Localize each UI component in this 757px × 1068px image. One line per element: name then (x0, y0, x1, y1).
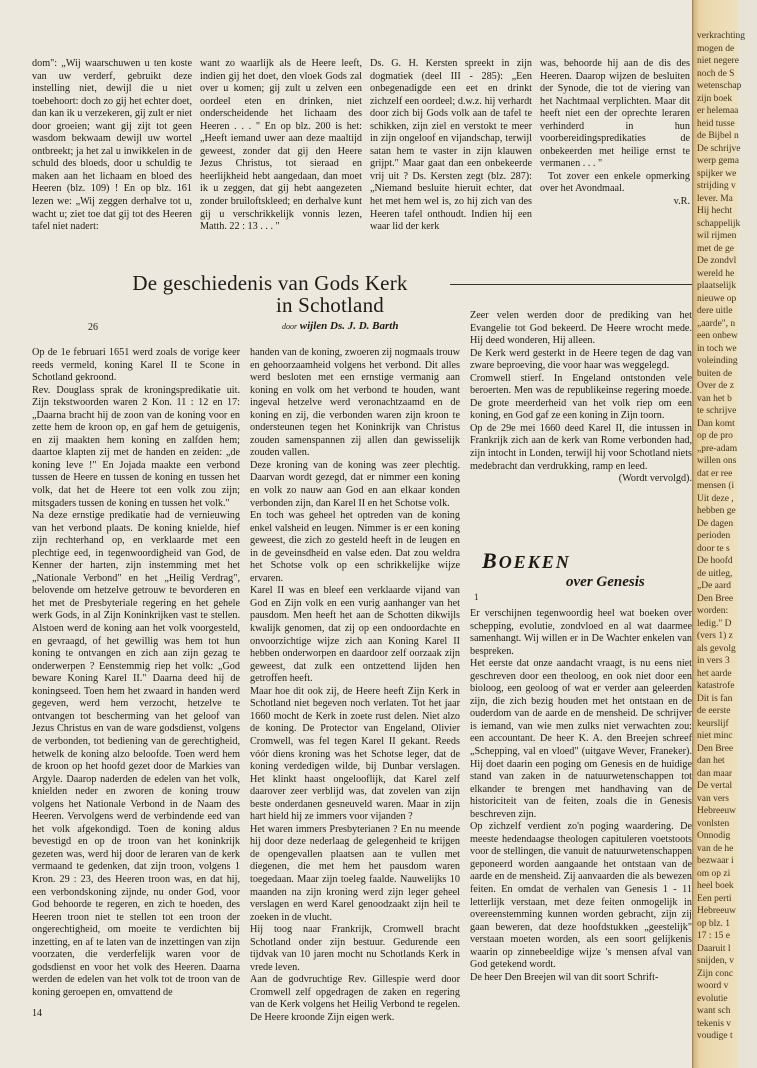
facing-page-line: plaatselijk (697, 281, 737, 291)
article-paragraph: Deze kroning van de koning was zeer plechtig. Daarvan wordt gezegd, dat er nimmer een koning en volk zo nauw aan God en aan elkaar konden verbonden zijn, dan Karel II en het Schotse volk. (250, 459, 460, 509)
facing-page-line: De zondvl (697, 256, 737, 266)
facing-page-line: dan het (697, 756, 725, 766)
article-column-2 (250, 347, 460, 1025)
facing-page-line: worden: (697, 606, 729, 616)
facing-page-line: 17 : 15 e (697, 931, 730, 941)
facing-page-line: (vers 1) z (697, 631, 733, 641)
facing-page-line: vonlsten (697, 818, 730, 829)
books-column (470, 608, 692, 984)
facing-page-line: Uit deze , (697, 493, 734, 504)
article-paragraph: Rev. Douglass sprak de kroningspredikatie uit. Zijn tekstwoorden waren 2 Kon. 11 : 12 en 17: „Daarna bracht hij de zoon van de koning voor en zette hem de kroon op, en gaf hem de getuigenis, en zij maakten hem koning en zalfden hem; daartoe klapten zij met de handen en zeiden: „de koning leve !" En Jojada maakte een verbond tussen de Heere en tussen de koning en tussen het volk, dat het de Heere tot een volk zou zijn; mitsgaders tussen de koning en tussen het volk." (32, 384, 240, 509)
facing-page-line: spijker we (697, 168, 737, 179)
top-col3-paragraph: Ds. G. H. Kersten spreekt in zijn dogmatiek (deel III - 285): „Een onbegenadigde een eet en drinkt zichzelf een oordeel; d.w.z. hij verhardt door zich bij Gods volk aan de tafel te schikken, zijn ziel en verstokt te meer in zijn ongeloof en vijandschap, terwijl satan hem te vaster in zijn klauwen grijpt." Maar gaat dan een onbekeerde vrij uit ? Ds. Kersten zegt (blz. 287): „Niemand besluite hieruit echter, dat het met hem wel is, zo hij zich van des Heeren tafel onthoudt. Indien hij een waar lid der kerk (370, 58, 532, 233)
article-title-line-1: De geschiedenis van Gods Kerk (132, 271, 408, 295)
facing-page-line: de uitleg, (697, 568, 733, 579)
article-paragraph: Aan de godvruchtige Rev. Gillespie werd door Cromwell zelf opgedragen de zaken en regering van de Kerk volgens het Heilig Verbond te regelen. De Heere kroonde Zijn eigen werk. (250, 974, 460, 1023)
facing-page-line: op de pro (697, 431, 733, 441)
facing-page-line: De dagen (697, 518, 734, 529)
facing-page-line: met de ge (697, 243, 734, 254)
facing-page-line: heid tusse (697, 118, 735, 129)
facing-page-line: Onnodig (697, 831, 731, 841)
facing-page-line: het aarde (697, 668, 732, 679)
facing-page-line: als gevolg (697, 643, 736, 654)
facing-page-line: „aarde", n (697, 318, 736, 329)
facing-page-line: strijding v (697, 181, 736, 191)
facing-page-line: dan maar (697, 768, 733, 779)
article-paragraph: Karel II was en bleef een verklaarde vijand van God en Zijn volk en een vurig aanhanger van het pausdom. Men heeft het aan de Schotten dikwijls kwalijk genomen, dat zij op een ondoordachte en onvoorzichtige wijze zich aan Koning Karel II hebben onderworpen en daardoor zelf oorzaak zijn geweest, dat zulk een ontzettend lijden hen getroffen heeft. (250, 585, 460, 685)
facing-page-line: Hebreeuw (697, 806, 737, 816)
facing-page-line: mogen de (697, 43, 735, 54)
facing-page-line: van het b (697, 393, 732, 404)
facing-page-line: lever. Ma (697, 193, 733, 204)
facing-page-line: „pre-adam (697, 443, 738, 454)
facing-page-line: verkrachting (697, 31, 746, 41)
facing-page-line: Dan komt (697, 418, 735, 429)
facing-page-line: Daaruit l (697, 943, 731, 954)
facing-page-line: keurslijf (697, 718, 729, 729)
article-paragraph: De Kerk werd gesterkt in de Heere tegen de dag van zware beproeving, die voor haar was weggelegd. (470, 347, 692, 372)
facing-page-line: Zijn conc (697, 968, 734, 979)
facing-page-line: wil rijmen (697, 231, 737, 241)
facing-page-line: Den Bree (697, 593, 734, 604)
top-column-4 (540, 58, 690, 209)
facing-page-line: om op zi (697, 868, 731, 879)
facing-page-line: tekenis v (697, 1018, 732, 1029)
article-title (100, 272, 440, 316)
books-paragraph: De heer Den Breejen wil van dit soort Schrift- (470, 971, 659, 983)
facing-page-line: voudige t (697, 1031, 733, 1041)
article-column-1 (32, 347, 240, 999)
facing-page-line: door te s (697, 543, 730, 554)
article-paragraph: Op de 29e mei 1660 deed Karel II, die intussen in Frankrijk zich aan de kerk van Rome verbonden had, zijn intocht in Londen, terwijl hij voor Schotland niets medebracht dan verdrukking, ramp en leed. (470, 422, 692, 472)
facing-page-line: te schrijve (697, 406, 737, 416)
title-rule (450, 284, 692, 285)
facing-page-line: niet minc (697, 731, 733, 741)
books-paragraph: Er verschijnen tegenwoordig heel wat boeken over schepping, evolutie, zondvloed en al wat daarmee samenhangt. Wij willen er in De Wachter enkelen van bespreken. (470, 608, 692, 657)
facing-page-line: wereld he (697, 268, 735, 279)
books-paragraph: Het eerste dat onze aandacht vraagt, is nu eens niet geschreven door een theoloog, en ook niet door een bioloog, een geoloog of wat er verder aan geleerden zijn, die zich bezig houden met het ontstaan en de ouderdom van de aarde en de mensheid. De schrijver is iemand, van wie men zulks niet verwachten zou: een accountant. De heer K. A. den Breejen schreef „Schepping, val en vloed" (uitgave Wever, Franeker). Hij doet daarin een poging om Genesis en de huidige stand van zaken in de natuurwetenschappen tot elkander te brengen met handhaving van de historiciteit van de feiten, zoals die in Genesis beschreven zijn. (470, 658, 692, 820)
facing-page-line: mensen (i (697, 481, 735, 491)
books-heading (482, 548, 571, 574)
top-column-2 (200, 58, 362, 234)
article-paragraph: Zeer velen werden door de prediking van het Evangelie tot God bekeerd. De Heere wrocht mede. Hij deed wonderen, Hij alleen. (470, 310, 692, 347)
facing-page-line: niet negere (697, 56, 739, 66)
byline-prefix: door (282, 322, 298, 331)
series-number: 26 (88, 322, 98, 333)
facing-page-line: Een perti (697, 893, 732, 904)
article-paragraph: En toch was geheel het optreden van de koning enkel valsheid en leugen. Nimmer is er een koning geweest, die zich zo gesteld heeft in de leugen en in de geveinsdheid en valse eden. Dat zou weldra het Schotse volk op een schrikkelijke wijze ervaren. (250, 510, 460, 584)
facing-page-text (697, 30, 757, 1043)
facing-page-line: van de he (697, 843, 734, 854)
facing-page-line: Dit is fan (697, 693, 733, 704)
facing-page-line: er helemaa (697, 106, 739, 116)
article-title-line-2: in Schotland (276, 293, 384, 317)
facing-page-line: hebben ge (697, 506, 736, 516)
facing-page-line: dat er ree (697, 468, 733, 479)
books-subheading: over Genesis (566, 574, 645, 590)
top-column-1 (32, 58, 192, 234)
page-number: 14 (32, 1008, 42, 1019)
signature: v.R. (673, 196, 690, 208)
byline (282, 320, 398, 332)
facing-page-line: want sch (697, 1006, 731, 1016)
facing-page-line: nieuwe op (697, 293, 737, 304)
facing-page-line: bezwaar i (697, 856, 734, 866)
facing-page-line: De hoofd (697, 556, 733, 566)
facing-page-line: willen ons (697, 456, 737, 466)
facing-page-line: voleinding (697, 356, 738, 366)
facing-page-line: woord v (697, 981, 729, 991)
byline-author: wijlen Ds. J. D. Barth (299, 320, 399, 332)
continued-note: (Wordt vervolgd). (618, 473, 692, 485)
facing-page-line: zijn boek (697, 93, 733, 104)
facing-page-line: buiten de (697, 368, 733, 379)
facing-page-line: De schrijve (697, 143, 741, 154)
top-col2-paragraph: want zo waarlijk als de Heere leeft, indien gij het doet, den vloek Gods zal over u komen; gij zult u zelven een oordeel eten en drinken, niet onderscheidende het lichaam des Heeren . . . " En op blz. 200 is het: „Heeft iemand uwer aan deze maaltijd geweest, zonder dat gij den Heere Jezus Christus, tot sieraad en heerlijkheid hebt aangedaan, dan moet ik u zeggen, dat gij hebt aangezeten zonder bruiloftskleed; en derhalve kunt gij u verschrikkelijk vonnis lezen, Matth. 22 : 13 . . . " (200, 58, 362, 233)
facing-page-line: van vers (697, 793, 729, 804)
facing-page-line: op blz. 1 (697, 918, 730, 929)
facing-page-line: noch de S (697, 68, 735, 79)
article-paragraph: Op de 1e februari 1651 werd zoals de vorige keer reeds vermeld, koning Karel II te Scone in Schotland gekroond. (32, 347, 240, 384)
facing-page-line: Den Bree (697, 743, 734, 754)
facing-page-line: de eerste (697, 706, 731, 716)
article-paragraph: Hij toog naar Frankrijk, Cromwell bracht Schotland onder zijn bestuur. Gedurende een tijdvak van 10 jaren mocht nu Schotlands Kerk in vrede leven. (250, 924, 460, 973)
top-col4-paragraph-1: was, behoorde hij aan de dis des Heeren. Daarop wijzen de besluiten der Synode, die tot de viering van het Nachtmaal verplichten. Maar dit heeft niet een der oprechte leraren verhinderd in hun voorbereidingspredikaties de onbekeerden met heilige ernst te vermanen . . . " (540, 58, 690, 170)
facing-page-line: snijden, v (697, 956, 734, 966)
facing-page-line: Hij hecht (697, 206, 733, 216)
article-paragraph: Cromwell stierf. In Engeland ontstonden vele beroerten. Men was de republikeinse regering moede. De grote meerderheid van het volk riep om een koning, en God gaf ze een koning in Zijn toorn. (470, 372, 692, 422)
facing-page-line: perioden (697, 531, 731, 541)
facing-page-line: „De aard (697, 581, 732, 591)
article-column-3 (470, 310, 692, 486)
facing-page-edge (692, 0, 746, 1068)
books-number: 1 (474, 592, 479, 602)
facing-page-line: de Bijbel n (697, 131, 739, 141)
facing-page-line: dere uitle (697, 306, 733, 316)
facing-page-line: ledig." D (697, 618, 732, 629)
facing-page-line: evolutie (697, 993, 728, 1004)
books-paragraph: Op zichzelf verdient zo'n poging waardering. De meeste hedendaagse theologen capituleren voetstoots voor de stellingen, die vanuit de natuurwetenschappen geponeerd worden aangaande het ontstaan van de aarde en de mensheid. Zij aanvaarden die als bewezen feiten. En omdat de verhalen van Genesis 1 - 11 letterlijk verstaan, met deze feiten onmogelijk in overeenstemming kunnen worden gebracht, zijn zij gaan beweren, dat deze hoofdstukken „geestelijk" verstaan moeten worden, als een soort gelijkenis waarin op zinnebeeldige wijze 's mensen afval van God getekend wordt. (470, 821, 692, 971)
facing-page-line: in toch we (697, 343, 737, 354)
facing-page-line: Over de z (697, 381, 734, 391)
article-paragraph: Maar hoe dit ook zij, de Heere heeft Zijn Kerk in Schotland niet begeven noch verlaten. Tot het jaar 1660 mocht de Kerk in zoete rust delen. Niet alzo de koning. De Protector van Engeland, Olivier Cromwell, was fel tegen Karel II gekant. Reeds vóór diens kroning was het Schotse leger, dat de koning verdedigen wilde, bij Dunbar verslagen. Het klinkt haast ongelooflijk, dat Karel zelf daarover zeer verblijd was, dat zovelen van zijn beste onderdanen gesneuveld waren. Maar in zijn hart hield hij ze immers voor vijanden ? (250, 685, 460, 823)
books-heading-initial: B (482, 548, 499, 573)
top-column-3 (370, 58, 532, 234)
facing-page-line: De vertal (697, 781, 733, 791)
top-col1-paragraph: dom": „Wij waarschuwen u ten koste van uw verderf, gebruikt deze instelling niet, dewijl die u niet toebehoort: doch zo gij het echter doet, dan kan ik u verzekeren, gij zult er niet door groeien; want gij zijt tot geen wasdom bekwaam dewijl uw wortel ontbreekt; ja het zal u inwikkelen in de schuld des bloeds, door u schuldig te maken aan het lichaam en bloed des Heeren (blz. 109) ! En op blz. 161 lezen we: „Wij zeggen derhalve tot u, wacht u; ziet toe dat gij tot des Heeren tafel niet nadert: (32, 58, 192, 233)
books-heading-rest: OEKEN (498, 552, 571, 572)
facing-page-line: heel boek (697, 881, 734, 891)
facing-page-line: in vers 3 (697, 656, 730, 666)
facing-page-line: Hebreeuw (697, 906, 737, 916)
facing-page-line: werp gema (697, 156, 739, 166)
facing-page-line: wetenschap (697, 81, 742, 91)
facing-page-line: schappelijk (697, 218, 741, 229)
top-col4-paragraph-2: Tot zover een enkele opmerking over het Avondmaal. (540, 170, 690, 195)
article-paragraph: Het waren immers Presbyterianen ? En nu meende hij door deze nederlaag de gelegenheid te krijgen de opengevallen plaatsen aan te vullen met diegenen, die met hem het pausdom waren toegedaan. Maar zijn toeleg faalde. Nauwelijks 10 maanden na zijn kroning werd zijn leger geheel verslagen en werd Karel genoodzaakt zijn heil te zoeken in de vlucht. (250, 823, 460, 923)
facing-page-line: katastrofe (697, 681, 735, 691)
article-paragraph: Na deze ernstige predikatie had de vernieuwing van het verbond plaats. De koning knielde, hief zijn rechterhand op, en verklaarde met een plechtige eed, in tegenwoordigheid van God, de Kenner der harten, zijn instemming met het „Nationale Verbond" en het „Heilig Verdrag", belovende om hetzelve getrouw te bevorderen en het met de Presbyteriale regering en het gehele werk Gods, in al Zijn Koninkrijken vast te stellen. Alstoen werd de koning aan het volk voorgesteld, en gevraagd, of het gewillig was hem tot hun koning te ontvangen en zich aan zijn gezag te onderwerpen ? Eenstemmig riep het volk: „God beware Koning Karel II." Daarna deed hij de koningseed. Toen hem het zwaard in handen werd gegeven, werd hem verzocht, hetzelve te ontvangen tot bescherming van het geloof van Jezus Christus en van de ware godsdienst, volgens de verbonden, tot bediening van de gerechtigheid, hetwelk de koning alzo beloofde. Toen werd hem de kroon op het hoofd gezet door de Markies van Argyle. Daarop naderden de edelen van het volk, knielden neder en zworen de koning trouw volgens het Nationale Verbond in de Naam des Heeren. Vervolgens werd de verbindende eed van het volk afgekondigd. Toen de koning aldus bevestigd en op de troon van het koninkrijk gezeten was, werd hij door de leraren van de kerk vermaand te gedenken, dat zijn troon, volgens 1 Kron. 29 : 23, des Heeren troon was, en dat hij, een verbondskoning zijnde, nu onder God, voor God behoorde te regeren, en zich te hoeden, des Heeren troon niet te stellen tot een troon der ongerechtigheid, om moeite te verdichten bij inzetting, en af te laten van de inzettingen van zijn voorzaten, die verderfelijk waren voor de godsdienst en voor het volk des Heeren. Daarna werden de edelen van het volk tot de troon van de koning geroepen en, omvattend de (32, 510, 240, 998)
article-paragraph: handen van de koning, zwoeren zij nogmaals trouw en gehoorzaamheid volgens het verbond. Dit alles werd besloten met een ernstige vermanig aan koning en volk om het verbond te houden, want ingeval hetzelve werd veronachtzaamd en de koning en zij, die verbonden waren zijn kroon te ondersteunen tegen het Koninkrijk van Christus zouden samenspannen zij allen dan gewisselijk zouden vallen. (250, 347, 460, 459)
facing-page-line: een onbew (697, 331, 738, 341)
